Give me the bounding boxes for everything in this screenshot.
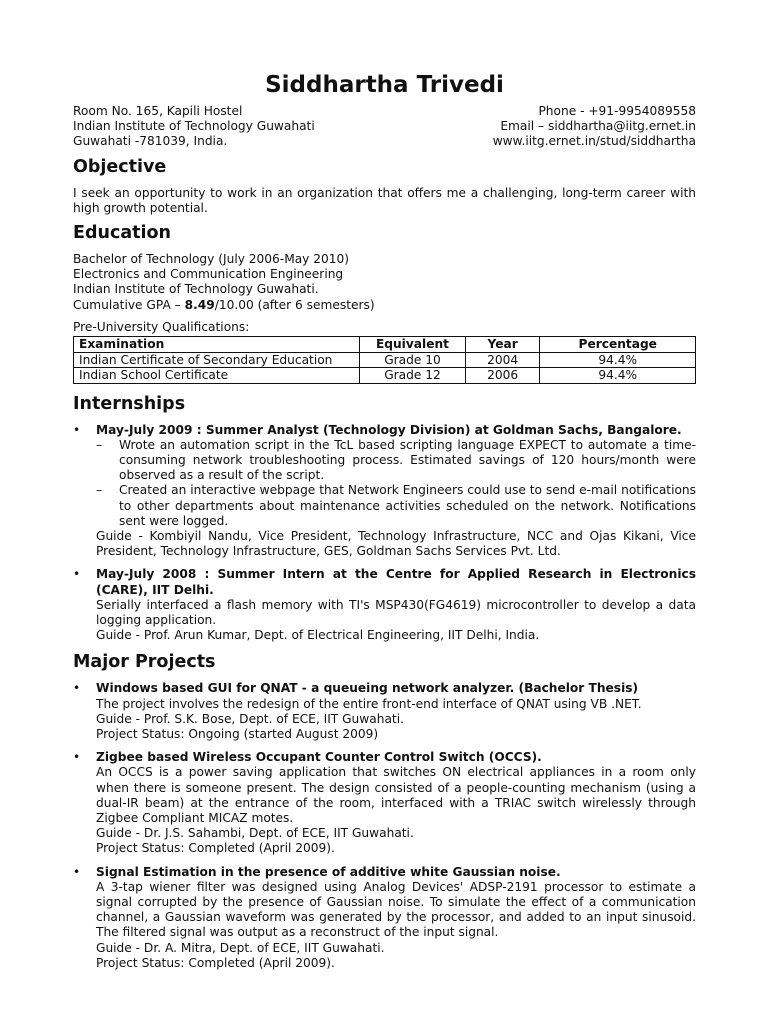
qualifications-table — [73, 336, 696, 384]
list-item — [73, 750, 696, 856]
contact-block — [73, 104, 696, 150]
project-desc: An OCCS is a power saving application that switches ON electrical appliances in a room only when there is someone present. The design consisted of a people-counting mechanism (using a dual-IR beam) at the entrance of the room, interfaced with a TRIAC switch wirelessly through Zigbee Compliant MICAZ motes. — [96, 765, 696, 825]
website-text: www.iitg.ernet.in/stud/siddhartha — [492, 134, 696, 149]
table-header: Percentage — [540, 337, 696, 353]
table-header-row — [74, 337, 696, 353]
table-cell: 94.4% — [540, 368, 696, 384]
bullet-icon: • — [73, 750, 81, 765]
dash-icon: – — [96, 483, 103, 498]
gpa-line — [73, 298, 696, 313]
address-line: Room No. 165, Kapili Hostel — [73, 104, 243, 118]
table-row — [74, 352, 696, 368]
internships-list — [73, 423, 696, 644]
dash-icon: – — [96, 437, 103, 452]
internship-points — [96, 438, 696, 529]
project-title: Signal Estimation in the presence of additive white Gaussian noise. — [96, 864, 561, 879]
resume-page — [73, 70, 696, 979]
address-block — [73, 104, 315, 150]
list-item — [73, 423, 696, 560]
education-details — [73, 252, 696, 313]
project-title: Windows based GUI for QNAT - a queueing network analyzer. (Bachelor Thesis) — [96, 681, 639, 696]
phone-text: Phone - +91-9954089558 — [538, 104, 696, 118]
bullet-icon: • — [73, 422, 81, 437]
preuniversity-label: Pre-University Qualifications: — [73, 319, 250, 334]
address-line: Indian Institute of Technology Guwahati — [73, 119, 315, 134]
point-text: Wrote an automation script in the TcL based scripting language EXPECT to automate a time-consuming network troubleshooting process. Estimated savings of 120 hours/month were observed as a result of the script. — [119, 437, 696, 483]
list-item — [73, 681, 696, 742]
list-item — [73, 865, 696, 971]
internship-title: May-July 2009 : Summer Analyst (Technology Division) at Goldman Sachs, Bangalore. — [96, 422, 682, 437]
guide-text: Guide - Dr. J.S. Sahambi, Dept. of ECE, IIT Guwahati. — [96, 826, 414, 841]
table-cell: 94.4% — [540, 352, 696, 368]
projects-list — [73, 681, 696, 971]
contact-info-block — [493, 104, 696, 150]
status-text: Project Status: Completed (April 2009). — [96, 955, 335, 970]
sub-list-item — [96, 438, 696, 484]
table-cell: Grade 12 — [360, 368, 466, 384]
project-title: Zigbee based Wireless Occupant Counter Control Switch (OCCS). — [96, 750, 542, 765]
table-cell: Indian School Certificate — [74, 368, 360, 384]
email-text: Email – siddhartha@iitg.ernet.in — [500, 119, 696, 134]
gpa-suffix: /10.00 (after 6 semesters) — [214, 297, 375, 312]
sub-list-item — [96, 483, 696, 529]
guide-text: Guide - Prof. Arun Kumar, Dept. of Electrical Engineering, IIT Delhi, India. — [96, 628, 540, 643]
institute-line: Indian Institute of Technology Guwahati. — [73, 282, 319, 297]
objective-text: I seek an opportunity to work in an organization that offers me a challenging, long-term career with high growth potential. — [73, 185, 696, 215]
guide-text: Guide - Dr. A. Mitra, Dept. of ECE, IIT Guwahati. — [96, 940, 385, 955]
objective-heading: Objective — [73, 156, 167, 177]
table-header: Examination — [74, 337, 360, 353]
guide-text: Guide - Kombiyil Nandu, Vice President, Technology Infrastructure, NCC and Ojas Kikani, Vice President, Technology Infrastructure, GES, Goldman Sachs Services Pvt. Ltd. — [96, 528, 696, 559]
table-cell: 2004 — [465, 352, 540, 368]
internship-desc: Serially interfaced a flash memory with TI's MSP430(FG4619) microcontroller to develop a data logging application. — [96, 597, 696, 627]
point-text: Created an interactive webpage that Network Engineers could use to send e-mail notifications to other departments about maintenance activities scheduled on the network. Notifications sent were logged. — [119, 483, 696, 528]
status-text: Project Status: Ongoing (started August 2009) — [96, 726, 379, 741]
table-cell: Grade 10 — [360, 352, 466, 368]
status-text: Project Status: Completed (April 2009). — [96, 841, 335, 856]
table-header: Year — [465, 337, 540, 353]
table-cell: 2006 — [465, 368, 540, 384]
branch-line: Electronics and Communication Engineering — [73, 267, 344, 282]
address-line: Guwahati -781039, India. — [73, 134, 228, 149]
project-desc: The project involves the redesign of the entire front-end interface of QNAT using VB .NET. — [96, 696, 642, 711]
guide-text: Guide - Prof. S.K. Bose, Dept. of ECE, IIT Guwahati. — [96, 711, 404, 726]
degree-line: Bachelor of Technology (July 2006-May 2010) — [73, 252, 350, 267]
table-header: Equivalent — [360, 337, 466, 353]
table-row — [74, 368, 696, 384]
bullet-icon: • — [73, 864, 81, 879]
gpa-value: 8.49 — [184, 297, 215, 312]
education-heading: Education — [73, 223, 171, 244]
internships-heading: Internships — [73, 393, 186, 414]
bullet-icon: • — [73, 567, 81, 582]
projects-heading: Major Projects — [73, 652, 216, 673]
list-item — [73, 567, 696, 643]
candidate-name: Siddhartha Trivedi — [265, 72, 504, 98]
gpa-prefix: Cumulative GPA – — [73, 297, 185, 312]
bullet-icon: • — [73, 681, 81, 696]
project-desc: A 3-tap wiener filter was designed using Analog Devices' ADSP-2191 processor to estimate a signal corrupted by the presence of Gaussian noise. To simulate the effect of a communication channel, a Gaussian waveform was generated by the processor, and added to an input sinusoid. The filtered signal was output as a reconstruct of the input signal. — [96, 879, 696, 940]
internship-title: May-July 2008 : Summer Intern at the Centre for Applied Research in Electronics (CARE), IIT Delhi. — [96, 567, 696, 597]
table-cell: Indian Certificate of Secondary Education — [74, 352, 360, 368]
